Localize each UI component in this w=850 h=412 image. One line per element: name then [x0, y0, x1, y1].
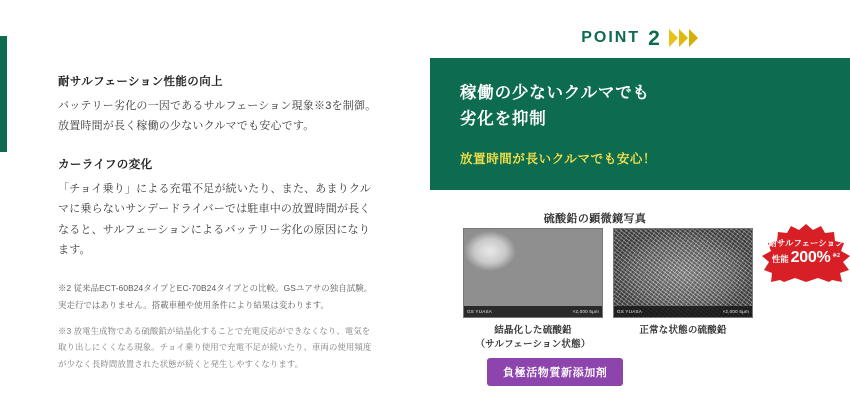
left-text-column	[0, 36, 420, 376]
chevron-right-icon	[669, 29, 699, 47]
highlight-line-2: 劣化を抑制	[460, 110, 547, 129]
photo-scale-bar	[614, 306, 752, 317]
footnote-3: ※3 放電生成物である硫酸鉛が結晶化することで充電反応ができなくなり、電気を取り出しにくくなる現象。チョイ乗り使用で充電不足が続いたり、車両の使用頻度が少なく長時間放置された状態が続くと発生しやすくなります。	[58, 326, 372, 369]
photo-scale-bar	[464, 306, 602, 317]
photo-section-heading: 硫酸鉛の顕微鏡写真	[543, 213, 647, 225]
photo-caption-line-1: 正常な状態の硫酸鉛	[639, 325, 727, 336]
scale-right-label: ×2,000 5μm	[572, 309, 599, 314]
section-2	[58, 157, 378, 260]
additive-tag: 負極活物質新添加剤	[487, 358, 623, 386]
micrograph-normal	[613, 228, 753, 318]
point-label: POINT	[581, 29, 641, 46]
photo-caption-line-2: （サルフェーション状態）	[475, 339, 591, 351]
photo-row	[463, 228, 753, 353]
performance-badge	[762, 224, 850, 282]
point-header	[430, 22, 850, 54]
badge-text	[762, 224, 850, 282]
badge-line-2	[772, 248, 840, 268]
section-1-text: バッテリー劣化の一因であるサルフェーション現象※3を制御。放置時間が長く稼働の少ないクルマでも安心です。	[58, 100, 377, 133]
footnotes	[58, 280, 378, 372]
highlight-subtext: 放置時間が長いクルマでも安心！	[460, 151, 657, 166]
badge-superscript: ※2	[832, 253, 841, 260]
photo-item	[613, 228, 753, 353]
section-2-title: カーライフの変化	[58, 158, 153, 171]
badge-label: 性能	[771, 254, 789, 265]
left-body	[58, 74, 378, 372]
section-2-text: 「チョイ乗り」による充電不足が続いたり、また、あまりクルマに乗らないサンデードライバーでは駐車中の放置時間が長くなると、サルフェーションによるバッテリー劣化の原因になります。	[58, 182, 371, 256]
photo-caption	[613, 324, 753, 338]
highlight-line-1: 稼働の少ないクルマでも	[460, 84, 650, 102]
micrograph-crystallized	[463, 228, 603, 318]
point-number: 2	[648, 26, 660, 50]
badge-line-1: 耐サルフェーション	[768, 237, 844, 248]
scale-right-label: ×2,000 5μm	[722, 309, 749, 314]
highlight-panel	[430, 58, 850, 190]
accent-bar	[0, 36, 7, 152]
scale-left-label: GS YUASA	[467, 309, 493, 314]
photo-caption	[463, 324, 603, 353]
section-1-title: 耐サルフェーション性能の向上	[58, 76, 223, 88]
scale-left-label: GS YUASA	[617, 309, 643, 314]
photo-item	[463, 228, 603, 353]
photo-caption-line-1: 結晶化した硫酸鉛	[494, 325, 572, 336]
badge-value: 200%	[790, 249, 831, 267]
footnote-2: ※2 従来品ECT-60B24タイプとEC-70B24タイプとの比較。GSユアサの独自試験。実走行ではありません。搭載車種や使用条件により結果は変わります。	[58, 283, 373, 310]
